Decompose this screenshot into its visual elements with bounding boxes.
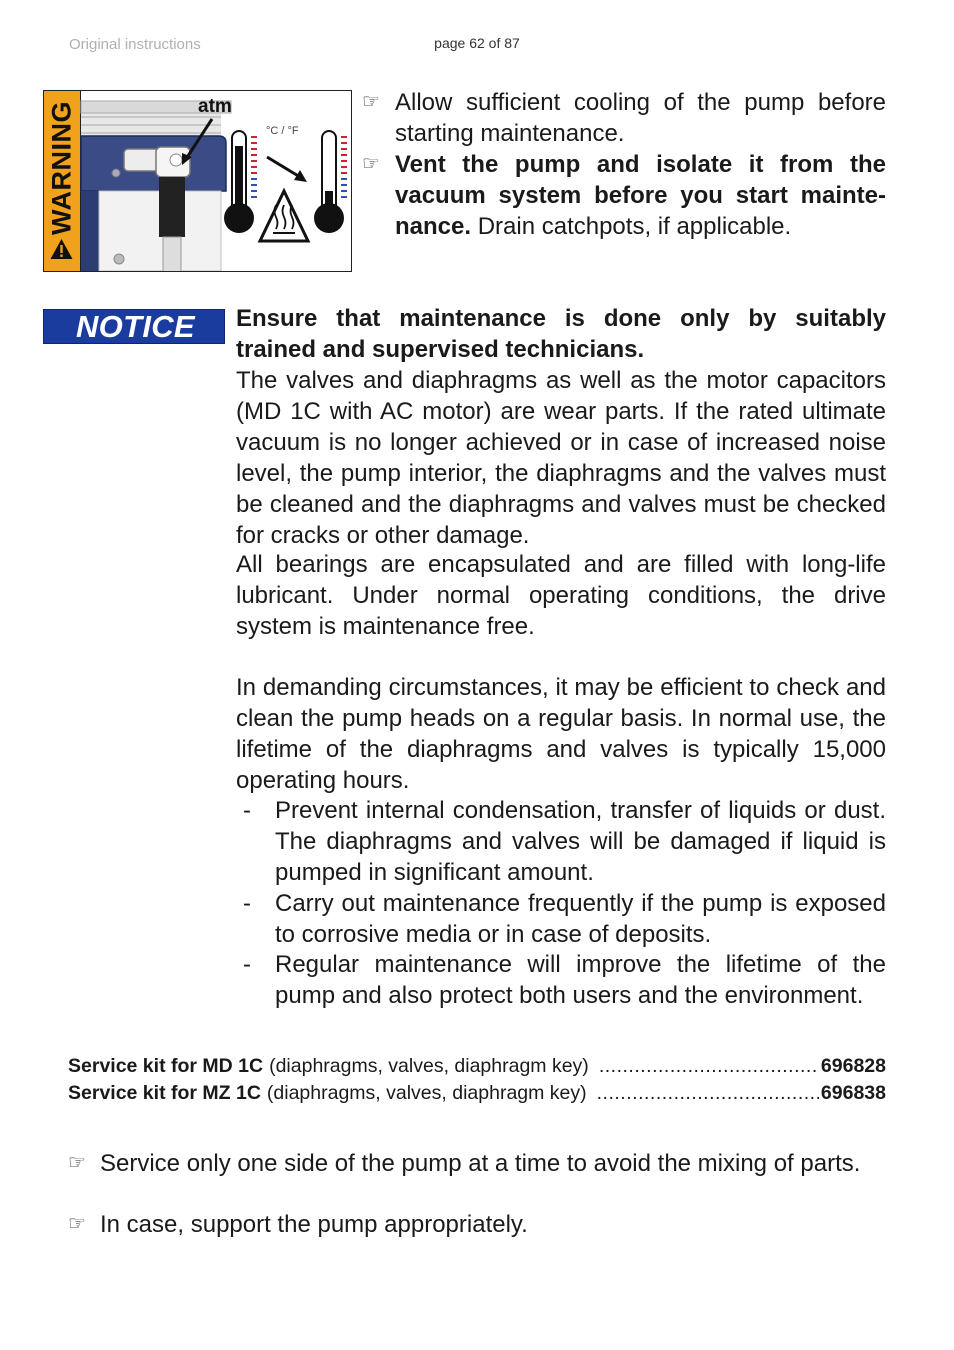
pump-drawing bbox=[44, 91, 352, 272]
pointing-hand-icon: ☞ bbox=[362, 153, 380, 175]
list-dash: - bbox=[243, 797, 251, 824]
pointing-hand-icon: ☞ bbox=[68, 1152, 86, 1174]
notice-paragraph: The valves and diaphragms as well as the motor capacitors (MD 1C with AC motor) are wear parts. If the rated ultimate vacuum is no longer achieved or in case of increased noise level, the pump interior, the diaphragms and the valves must be cleaned and the diaphragms and valves must be checked for cracks or other damage. bbox=[236, 367, 886, 549]
list-item bbox=[236, 795, 886, 888]
atm-label: atm bbox=[198, 96, 232, 117]
warning-bullet-text: Drain catchpots, if applicable. bbox=[471, 213, 792, 240]
hot-surface-icon bbox=[260, 191, 308, 241]
list-dash: - bbox=[243, 890, 251, 917]
list-item-text: Regular maintenance will improve the lifetime of the pump and also protect both users and the environment. bbox=[275, 951, 886, 1009]
list-item bbox=[236, 888, 886, 950]
temperature-unit-label: °C / °F bbox=[266, 125, 299, 137]
list-item-text: Carry out maintenance frequently if the pump is exposed to corrosive media or in case of deposits. bbox=[275, 890, 886, 948]
notice-paragraph: In demanding circumstances, it may be efficient to check and clean the pump heads on a regular basis. In normal use, the lifetime of the diaphragms and valves is typically 15,000 operating hours. bbox=[236, 674, 886, 794]
service-kit-description: (diaphragms, valves, diaphragm key) bbox=[266, 1082, 587, 1104]
service-kit-description: (diaphragms, valves, diaphragm key) bbox=[269, 1055, 589, 1077]
warning-bullet-text: Allow sufficient cooling of the pump before starting maintenance. bbox=[395, 89, 886, 147]
pointing-hand-icon: ☞ bbox=[362, 91, 380, 113]
service-kit-label: Service kit for MD 1C bbox=[68, 1055, 264, 1077]
service-kit-row bbox=[68, 1053, 886, 1080]
list-dash: - bbox=[243, 951, 251, 978]
warning-illustration bbox=[43, 90, 352, 272]
leader-dots bbox=[597, 1080, 819, 1107]
leader-dots bbox=[599, 1053, 819, 1080]
warning-label: WARNING bbox=[47, 101, 78, 261]
pointing-hand-icon: ☞ bbox=[68, 1213, 86, 1235]
notice-heading: Ensure that maintenance is done only by suitably trained and supervised technicians. bbox=[236, 305, 886, 363]
notice-label: NOTICE bbox=[43, 309, 225, 344]
service-kit-row bbox=[68, 1080, 886, 1107]
instruction-bullet bbox=[68, 1209, 886, 1240]
header-document-type: Original instructions bbox=[69, 36, 201, 53]
list-item bbox=[236, 949, 886, 1011]
thermometer-icon bbox=[314, 131, 347, 233]
thermometer-icon bbox=[224, 131, 257, 233]
service-kit-number: 696838 bbox=[820, 1082, 886, 1104]
list-item-text: Prevent internal condensation, transfer of liquids or dust. The diaphragms and valves will be damaged if liquid is pumped in significant amount. bbox=[275, 797, 886, 886]
instruction-text: In case, support the pump appropriately. bbox=[100, 1211, 528, 1238]
service-kit-label: Service kit for MZ 1C bbox=[68, 1082, 261, 1104]
warning-bullet bbox=[362, 87, 886, 149]
service-kit-number: 696828 bbox=[820, 1055, 886, 1077]
warning-bullet-bold-text: Vent the pump and isolate it from the vacuum system before you start maintenance. bbox=[395, 151, 886, 240]
instruction-bullet bbox=[68, 1148, 886, 1179]
page-number: page 62 of 87 bbox=[434, 35, 520, 51]
instruction-text: Service only one side of the pump at a time to avoid the mixing of parts. bbox=[100, 1150, 861, 1177]
notice-paragraph: All bearings are encapsulated and are filled with long-life lubricant. Under normal operating conditions, the drive system is maintenance free. bbox=[236, 551, 886, 640]
warning-bullet bbox=[362, 149, 886, 242]
